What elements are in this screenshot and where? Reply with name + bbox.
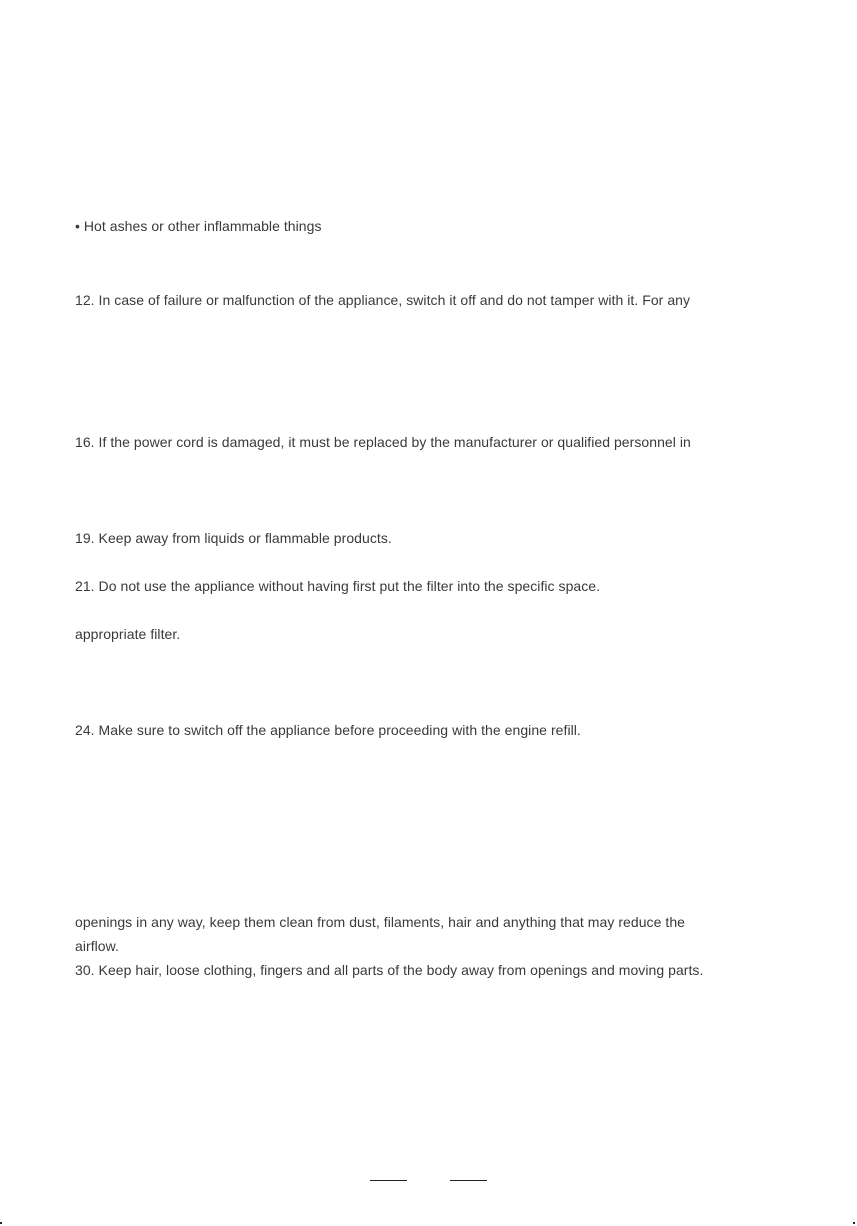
text-line-appropriate-filter: appropriate filter.: [75, 626, 181, 642]
text-line-item-19: 19. Keep away from liquids or flammable products.: [75, 530, 392, 546]
text-line-airflow: airflow.: [75, 938, 119, 954]
text-line-item-21: 21. Do not use the appliance without having first put the filter into the specific space.: [75, 578, 601, 594]
text-line-item-12: 12. In case of failure or malfunction of the appliance, switch it off and do not tamper with it. For any: [75, 292, 691, 308]
footer-rule-left: [370, 1180, 407, 1181]
corner-mark-right: [853, 1222, 855, 1224]
footer-rule-right: [450, 1180, 487, 1181]
corner-mark-left: [0, 1222, 2, 1224]
text-line-openings: openings in any way, keep them clean from dust, filaments, hair and anything that may reduce the: [75, 914, 685, 930]
text-line-item-30: 30. Keep hair, loose clothing, fingers and all parts of the body away from openings and moving parts.: [75, 962, 704, 978]
text-line-hot-ashes: • Hot ashes or other inflammable things: [75, 218, 322, 234]
text-line-item-24: 24. Make sure to switch off the appliance before proceeding with the engine refill.: [75, 722, 581, 738]
text-line-item-16: 16. If the power cord is damaged, it must be replaced by the manufacturer or qualified personnel in: [75, 434, 691, 450]
